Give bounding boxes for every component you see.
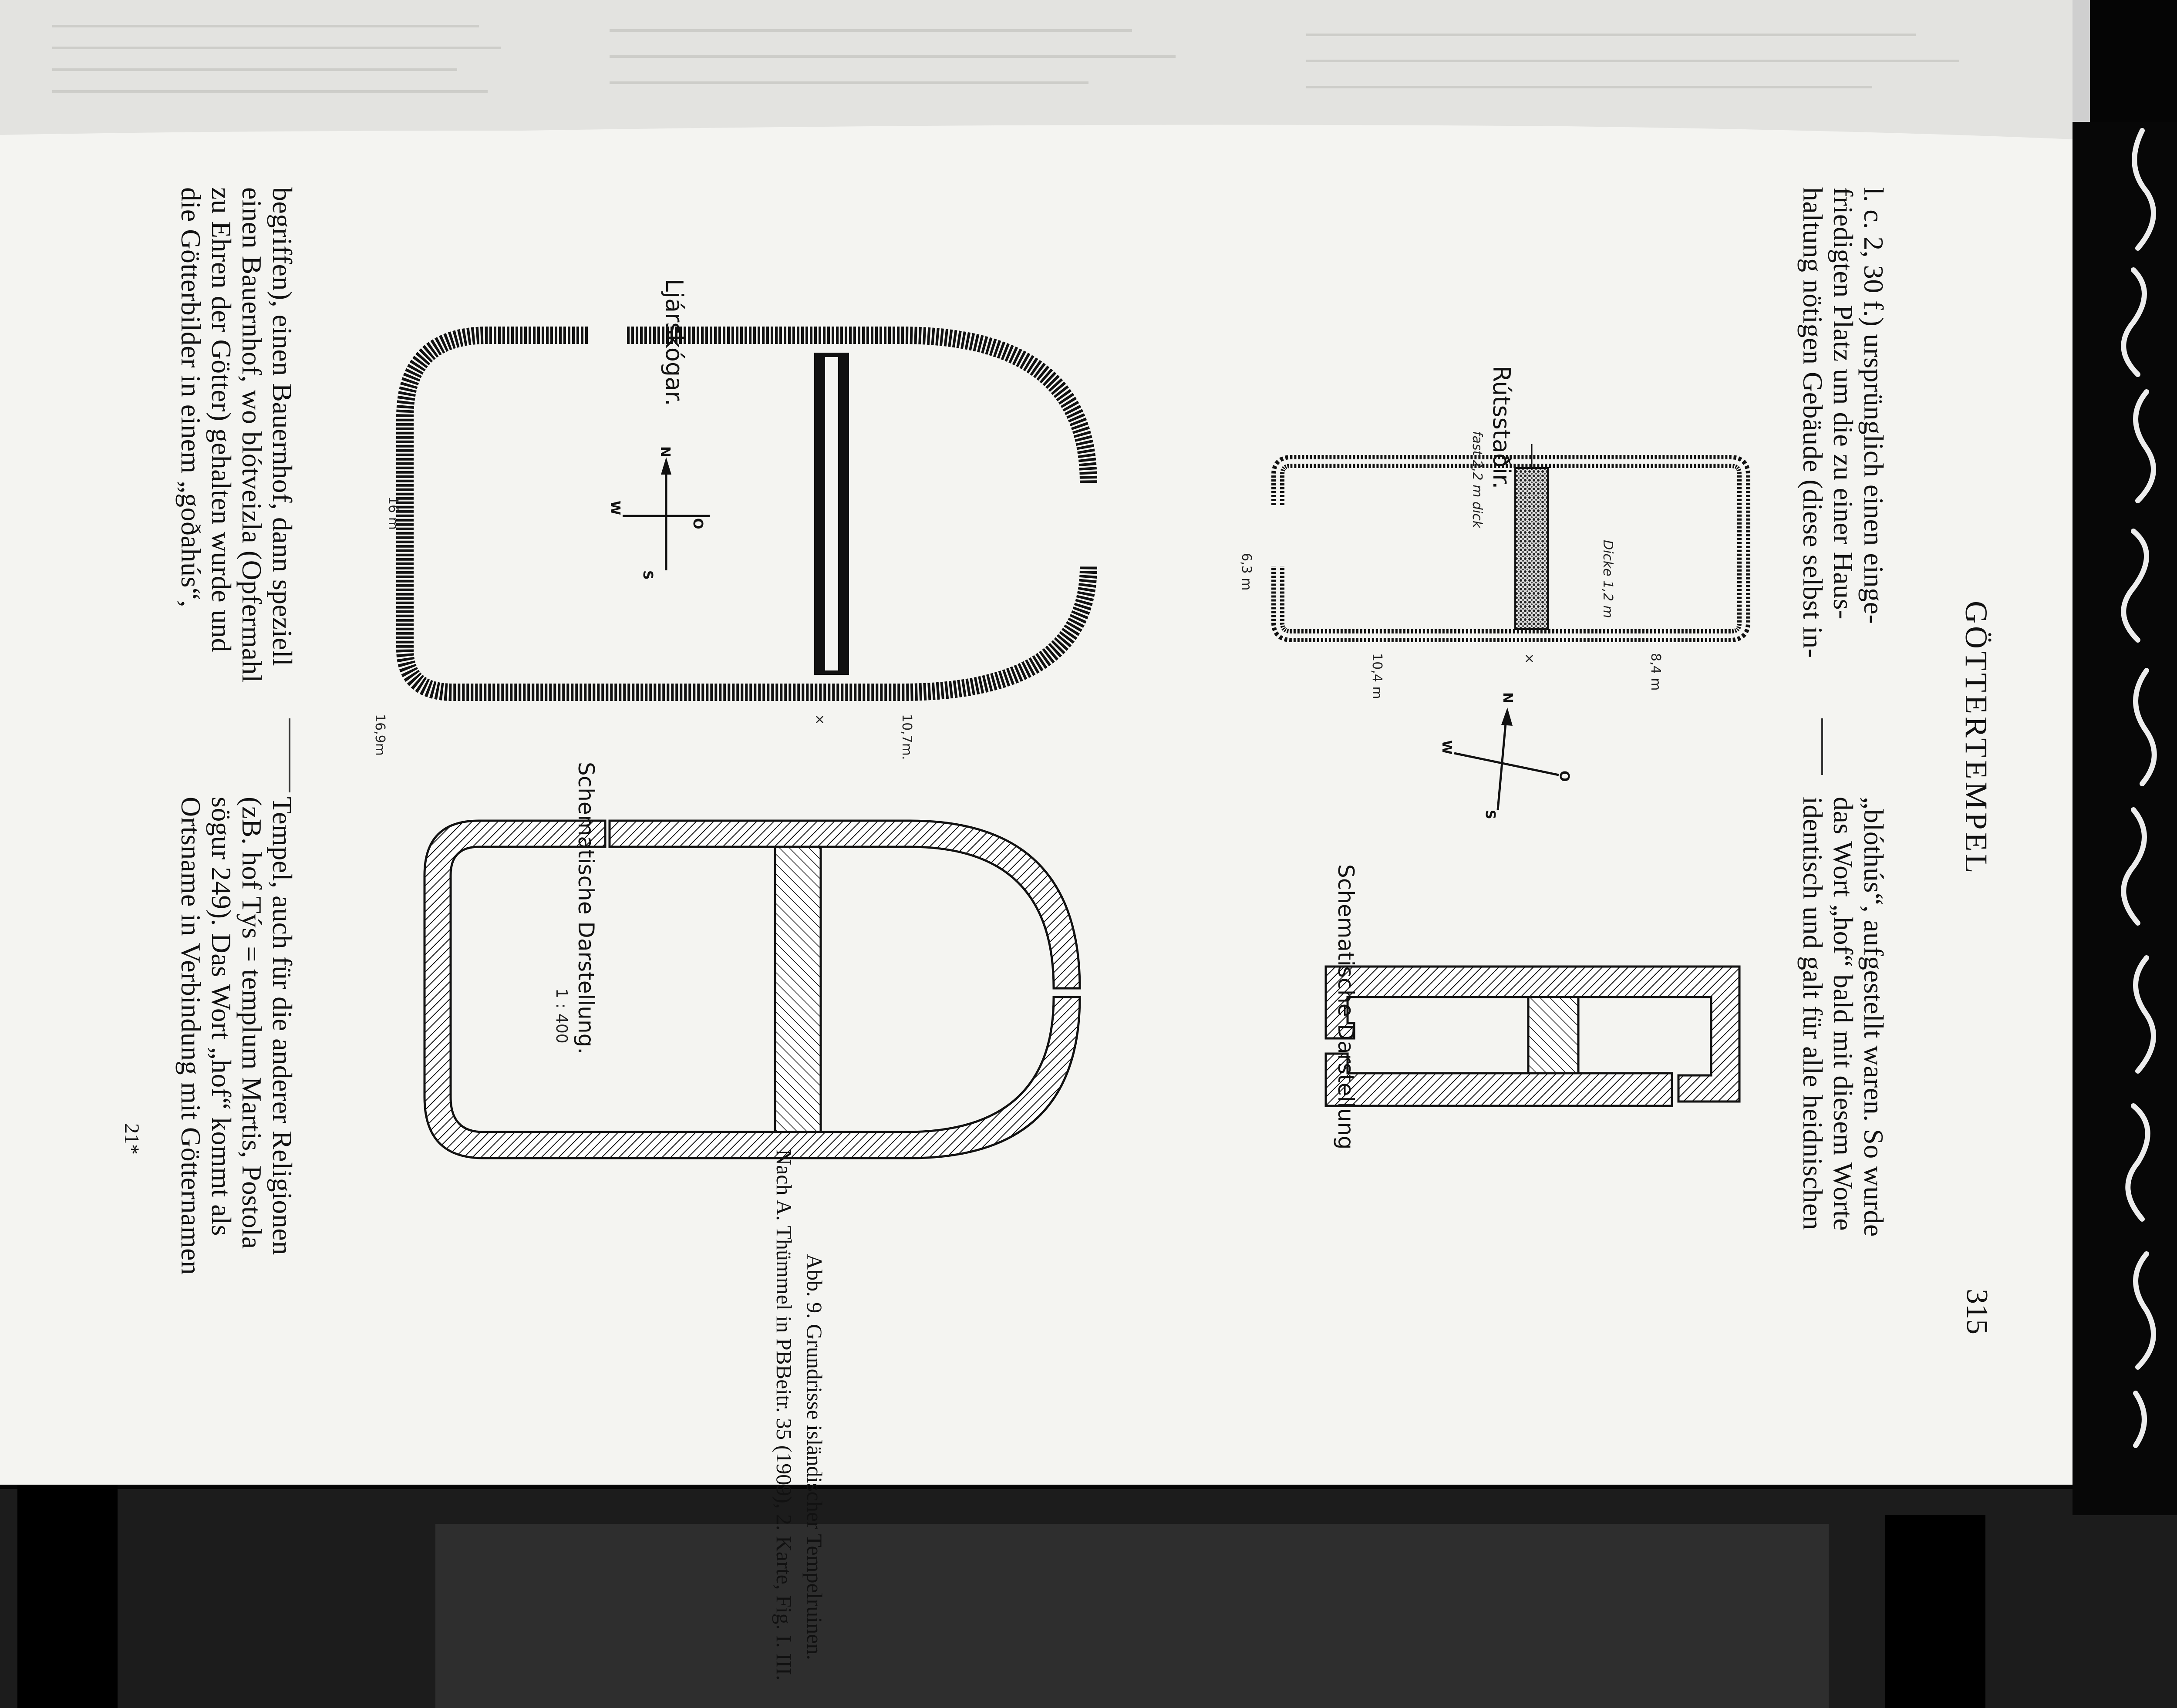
left-col-line-1: begriffen), einen Bauernhof, dann speziell (267, 187, 298, 667)
rutsstadir-thickness-note: Dicke 1,2 m (1600, 540, 1615, 618)
rutsstadir-wall-note: fast 2,2 m dick (1469, 431, 1485, 529)
left-col-line-6: (zB. hof Týs = templum Martis, Postola (236, 797, 267, 1249)
figure-caption-line-2: Nach A. Thümmel in PBBeitr. 35 (1909), 2. Karte, Fig. I. III. (772, 1149, 796, 1681)
rutsstadir-compass-w: W (1439, 740, 1454, 755)
ljarskogar-compass-w: W (607, 501, 623, 515)
ljarskogar-compass-n: N (657, 446, 673, 458)
right-col-line-5: das Wort „hof“ bald mit diesem Worte (1828, 797, 1859, 1231)
book-holder-left (17, 1480, 118, 1708)
rutsstadir-compass-o: O (1557, 771, 1572, 782)
right-col-line-6: identisch und galt für alle heidnischen (1797, 797, 1828, 1230)
page-paper (0, 113, 2073, 1485)
rutsstadir-title: Rútsstaðir. (1488, 366, 1515, 489)
right-col-line-3: haltung nötigen Gebäude (diese selbst in- (1797, 187, 1828, 658)
ljarskogar-dim-x: × (812, 714, 827, 725)
left-col-line-8: Ortsname in Verbindung mit Götternamen (175, 797, 206, 1275)
right-col-line-2: friedigten Platz um die zu einer Haus- (1828, 187, 1859, 620)
figure-caption-line-1: Abb. 9. Grundrisse isländischer Tempelruinen. (802, 1254, 827, 1660)
page-header-title: GÖTTERTEMPEL (1959, 601, 1994, 876)
ljarskogar-dim-width: 16 m (385, 496, 401, 530)
left-col-line-4: die Götterbilder in einem „goðahús“, (175, 187, 206, 608)
ljarskogar-title: Ljárskógar. (661, 279, 688, 406)
book-holder-right (1885, 1515, 1985, 1708)
rutsstadir-dim-right: 8,4 m (1648, 653, 1663, 691)
left-col-line-3: zu Ehren der Götter) gehalten wurde und (206, 187, 237, 652)
left-col-line-7: sögur 249). Das Wort „hof“ kommt als (206, 797, 237, 1236)
left-col-line-2: einen Bauernhof, wo blótveizla (Opfermahl (236, 187, 267, 683)
ljarskogar-compass-s: S (640, 570, 655, 580)
rutsstadir-dim-x: × (1522, 653, 1537, 664)
right-col-line-4: „blóthús“, aufgestellt waren. So wurde (1858, 797, 1889, 1237)
ljarskogar-schematic-title: Schematische Darstellung. (573, 762, 599, 1054)
rutsstadir-schematic-title: Schematische Darstellung (1333, 864, 1358, 1150)
rutsstadir-compass-n: N (1500, 692, 1515, 704)
rutsstadir-dim-left: 10,4 m (1369, 653, 1385, 699)
ljarskogar-dim-left: 16,9m (372, 714, 388, 756)
page-signature: 21* (120, 1123, 143, 1155)
ljarskogar-scale: 1 : 400 (553, 988, 570, 1044)
page-number: 315 (1960, 1289, 1994, 1334)
ljarskogar-compass-o: O (690, 518, 705, 529)
right-col-line-1: l. c. 2, 30 f.) ursprünglich einen einge- (1858, 187, 1889, 624)
rutsstadir-compass-s: S (1483, 810, 1498, 819)
ljarskogar-dim-right: 10,7m. (899, 714, 914, 760)
rutsstadir-dim-width: 6,3 m (1239, 553, 1254, 591)
left-col-line-5: Tempel, auch für die anderer Religionen (267, 797, 298, 1255)
